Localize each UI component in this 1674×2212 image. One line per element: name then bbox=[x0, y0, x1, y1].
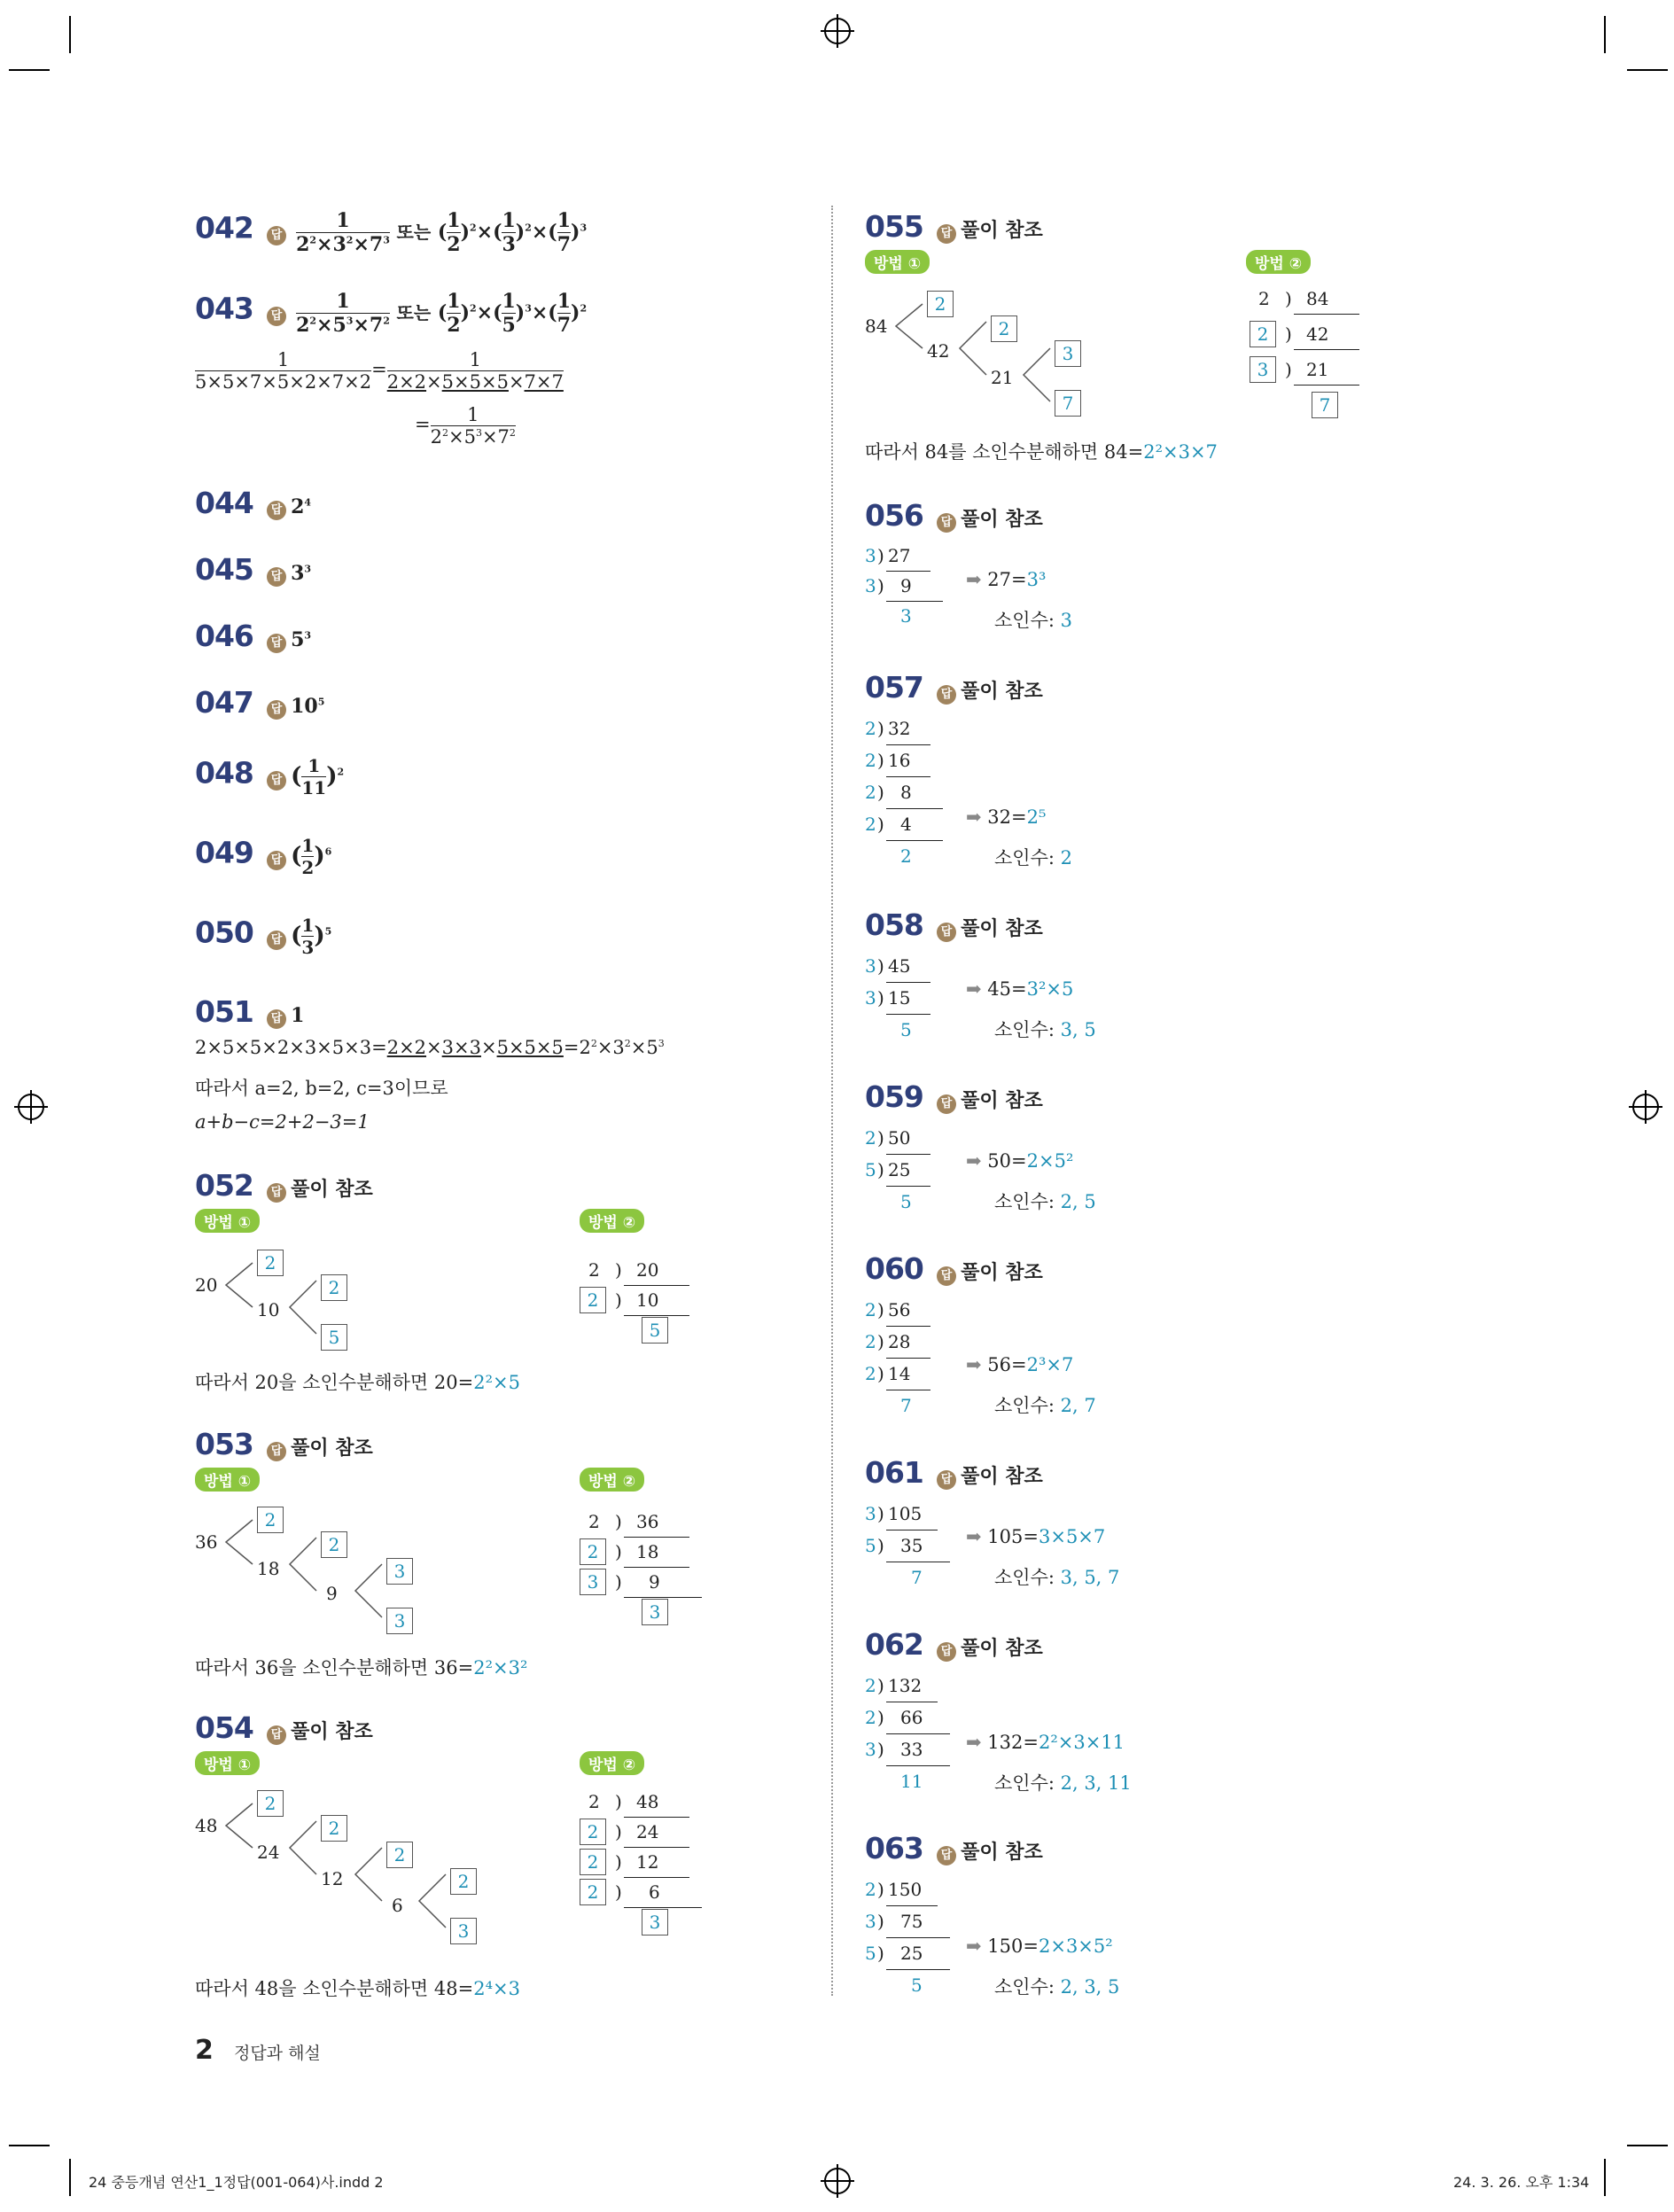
crop-mark bbox=[69, 16, 71, 53]
problem-number: 044 bbox=[195, 486, 253, 520]
see-solution-label: 풀이 참조 bbox=[961, 509, 1043, 531]
prime-box: 2 bbox=[321, 1815, 347, 1842]
problem-045 bbox=[195, 552, 311, 587]
result-value: 2²×3×11 bbox=[1038, 1732, 1125, 1753]
answer-badge-icon: 답 bbox=[267, 771, 286, 791]
result-eq: 45= bbox=[987, 978, 1027, 1000]
tree-branch bbox=[415, 1870, 450, 1932]
prime-box: 3 bbox=[386, 1608, 413, 1634]
answer-badge-icon: 답 bbox=[937, 513, 956, 533]
answer-badge-icon: 답 bbox=[937, 1470, 956, 1490]
primes-value: 3, 5 bbox=[1060, 1019, 1096, 1040]
result-value: 2×3×5² bbox=[1038, 1936, 1113, 1957]
prime-box: 2 bbox=[386, 1842, 413, 1868]
problem-060 bbox=[865, 1251, 1043, 1286]
tree-branch bbox=[351, 1560, 386, 1622]
registration-mark-icon bbox=[824, 18, 851, 44]
answer-badge-icon: 답 bbox=[267, 226, 286, 245]
problem-054 bbox=[195, 1710, 373, 1745]
division-ladder: 2 ) 50 5 ) 25 5 bbox=[865, 1122, 962, 1218]
answer-badge-icon: 답 bbox=[937, 224, 956, 244]
conclusion-052 bbox=[195, 1368, 520, 1395]
answer-badge-icon: 답 bbox=[937, 1266, 956, 1286]
answer-base: 3 bbox=[291, 562, 305, 585]
division-ladder: 2 ) 20 2 ) 10 5 bbox=[580, 1255, 686, 1345]
method-1-badge: 방법 ① bbox=[865, 250, 930, 274]
arrow-right-icon: ➡ bbox=[966, 1150, 982, 1172]
registration-mark-icon bbox=[18, 1094, 44, 1120]
prime-box: 2 bbox=[450, 1868, 477, 1895]
answer-badge-icon: 답 bbox=[937, 1094, 956, 1114]
crop-mark bbox=[1604, 2159, 1606, 2196]
primes-063 bbox=[994, 1973, 1119, 1999]
result-eq: 132= bbox=[987, 1732, 1039, 1753]
primes-label: 소인수: bbox=[994, 1772, 1061, 1794]
answer-badge-icon: 답 bbox=[267, 931, 286, 950]
answer-badge-icon: 답 bbox=[267, 567, 286, 587]
see-solution-label: 풀이 참조 bbox=[961, 681, 1043, 703]
primes-057 bbox=[994, 844, 1072, 870]
problem-number: 053 bbox=[195, 1427, 253, 1461]
tree-node: 42 bbox=[927, 340, 950, 362]
answer-badge-icon: 답 bbox=[267, 851, 286, 870]
primes-062 bbox=[994, 1769, 1132, 1795]
primes-value: 2, 3, 5 bbox=[1060, 1976, 1120, 1998]
division-ladder: 2 ) 150 3 ) 75 5 ) 25 5 bbox=[865, 1873, 962, 2001]
problem-number: 048 bbox=[195, 755, 253, 791]
conclusion-053 bbox=[195, 1654, 527, 1680]
division-ladder: 3 ) 27 3 ) 9 3 bbox=[865, 541, 962, 631]
crop-mark bbox=[69, 2159, 71, 2196]
answer-badge-icon: 답 bbox=[267, 501, 286, 520]
tree-branch bbox=[222, 1515, 257, 1569]
primes-058 bbox=[994, 1016, 1096, 1042]
answer-badge-icon: 답 bbox=[267, 700, 286, 720]
result-eq: 105= bbox=[987, 1526, 1039, 1547]
problem-number: 061 bbox=[865, 1455, 923, 1490]
primes-label: 소인수: bbox=[994, 1019, 1061, 1040]
prime-box: 3 bbox=[450, 1918, 477, 1944]
result-value: 3×5×7 bbox=[1038, 1526, 1106, 1547]
result-058 bbox=[966, 978, 1073, 1000]
tree-node: 24 bbox=[257, 1842, 280, 1863]
tree-node: 36 bbox=[195, 1531, 218, 1553]
problem-042 bbox=[195, 209, 587, 256]
result-value: 2×5² bbox=[1026, 1150, 1074, 1172]
derivation-043-result: = $\frac{1}{2^2\times 5^3\times 7^2}$ bbox=[415, 404, 516, 448]
primes-061 bbox=[994, 1563, 1119, 1590]
problem-number: 059 bbox=[865, 1079, 923, 1114]
prime-box: 2 bbox=[991, 315, 1017, 342]
see-solution-label: 풀이 참조 bbox=[961, 220, 1043, 242]
derivation-043: $\frac{1}{5\times 5\times 7\times 5\times 2\times 7\times 2}$ = $\frac{1}{2\times 2\times 5\times 5\times 5\times 7\times 7}$ bbox=[195, 349, 564, 393]
see-solution-label: 풀이 참조 bbox=[961, 1466, 1043, 1488]
crop-mark bbox=[9, 2145, 50, 2146]
problem-number: 056 bbox=[865, 498, 923, 533]
tree-branch bbox=[892, 300, 927, 353]
division-ladder: 2 ) 36 2 ) 18 3 ) 9 3 bbox=[580, 1507, 686, 1627]
problem-062 bbox=[865, 1627, 1043, 1662]
conclusion-result: 2²×3×7 bbox=[1143, 441, 1218, 463]
slug-file-name: 24 중등개념 연산1_1정답(001-064)사.indd 2 bbox=[89, 2174, 384, 2191]
method-1-badge: 방법 ① bbox=[195, 1751, 260, 1775]
primes-label: 소인수: bbox=[994, 610, 1061, 631]
problem-049 bbox=[195, 835, 331, 878]
primes-value: 3, 5, 7 bbox=[1060, 1567, 1120, 1588]
slug-timestamp: 24. 3. 26. 오후 1:34 bbox=[1453, 2174, 1590, 2191]
answer-exp: 4 bbox=[304, 496, 312, 509]
tree-branch bbox=[1019, 344, 1055, 406]
tree-node: 20 bbox=[195, 1274, 218, 1296]
primes-value: 2, 5 bbox=[1060, 1191, 1096, 1212]
page-label: 정답과 해설 bbox=[233, 2044, 321, 2063]
tree-node: 48 bbox=[195, 1815, 218, 1836]
prime-box: 3 bbox=[1055, 340, 1081, 367]
answer: 1 bbox=[291, 1004, 305, 1027]
tree-branch bbox=[351, 1843, 386, 1905]
answer: ( $\frac{1}{2}$ )$^6$ bbox=[291, 835, 332, 878]
prime-box: 2 bbox=[257, 1790, 284, 1817]
crop-mark bbox=[9, 69, 50, 71]
arrow-right-icon: ➡ bbox=[966, 806, 982, 828]
division-ladder: 2 ) 32 2 ) 16 2 ) 8 2 ) 4 2 bbox=[865, 713, 962, 872]
result-eq: 27= bbox=[987, 569, 1027, 590]
result-eq: 56= bbox=[987, 1354, 1027, 1375]
method-1-badge: 방법 ① bbox=[195, 1209, 260, 1233]
answer-base: 2 bbox=[291, 495, 305, 518]
primes-label: 소인수: bbox=[994, 1395, 1061, 1416]
arrow-right-icon: ➡ bbox=[966, 1354, 982, 1375]
tree-branch bbox=[222, 1799, 257, 1852]
conclusion-result: 2²×3² bbox=[473, 1657, 528, 1678]
primes-059 bbox=[994, 1188, 1096, 1214]
arrow-right-icon: ➡ bbox=[966, 569, 982, 590]
answer-exp: 3 bbox=[304, 563, 312, 575]
problem-number: 051 bbox=[195, 994, 253, 1029]
primes-value: 2, 7 bbox=[1060, 1395, 1096, 1416]
method-2-badge: 방법 ② bbox=[1246, 250, 1311, 274]
crop-mark bbox=[1627, 69, 1668, 71]
conclusion-text: 따라서 48을 소인수분해하면 48= bbox=[195, 1978, 474, 1999]
result-061 bbox=[966, 1526, 1105, 1547]
arrow-right-icon: ➡ bbox=[966, 1936, 982, 1957]
result-value: 2⁵ bbox=[1026, 806, 1047, 828]
problem-047 bbox=[195, 685, 324, 720]
column-divider bbox=[831, 206, 833, 1996]
problem-055 bbox=[865, 209, 1043, 244]
result-057 bbox=[966, 806, 1046, 828]
tree-node: 9 bbox=[326, 1583, 338, 1604]
or-text: 또는 bbox=[396, 221, 432, 243]
see-solution-label: 풀이 참조 bbox=[961, 1090, 1043, 1112]
arrow-right-icon: ➡ bbox=[966, 1526, 982, 1547]
tree-node: 21 bbox=[991, 367, 1014, 388]
problem-052 bbox=[195, 1168, 373, 1203]
result-value: 2³×7 bbox=[1026, 1354, 1074, 1375]
answer bbox=[291, 628, 311, 651]
method-2-badge: 방법 ② bbox=[580, 1209, 644, 1233]
answer-badge-icon: 답 bbox=[267, 1442, 286, 1461]
problem-057 bbox=[865, 670, 1043, 705]
tree-node: 84 bbox=[865, 315, 888, 337]
arrow-right-icon: ➡ bbox=[966, 1732, 982, 1753]
division-ladder: 2 ) 84 2 ) 42 3 ) 21 7 bbox=[1250, 284, 1356, 420]
result-060 bbox=[966, 1354, 1073, 1375]
see-solution-label: 풀이 참조 bbox=[961, 1262, 1043, 1284]
problem-number: 042 bbox=[195, 210, 253, 245]
tree-node: 12 bbox=[321, 1868, 344, 1889]
prime-box: 5 bbox=[321, 1324, 347, 1351]
result-056 bbox=[966, 569, 1046, 590]
problem-number: 047 bbox=[195, 685, 253, 720]
answer-badge-icon: 답 bbox=[267, 1009, 286, 1029]
conclusion-result: 2⁴×3 bbox=[473, 1978, 520, 1999]
tree-branch bbox=[285, 1276, 321, 1338]
problem-number: 049 bbox=[195, 835, 253, 870]
see-solution-label: 풀이 참조 bbox=[961, 1638, 1043, 1660]
derivation-051: $2\times 5\times 5\times 2\times 3\times 5\times 3=2\times 2\times 3\times 3\times 5\times 5\times 5=2^2\times 3^2\times 5^3$ bbox=[195, 1037, 665, 1058]
problem-number: 058 bbox=[865, 907, 923, 942]
division-ladder: 2 ) 132 2 ) 66 3 ) 33 11 bbox=[865, 1670, 962, 1797]
derivation-051-line3: a+b−c=2+2−3=1 bbox=[195, 1111, 370, 1133]
result-value: 3²×5 bbox=[1026, 978, 1074, 1000]
problem-number: 063 bbox=[865, 1831, 923, 1865]
registration-mark-icon bbox=[1632, 1094, 1659, 1120]
primes-060 bbox=[994, 1391, 1096, 1418]
answer-base: 5 bbox=[291, 628, 305, 651]
page-number: 2 bbox=[195, 2035, 214, 2066]
tree-branch bbox=[222, 1258, 257, 1312]
result-eq: 32= bbox=[987, 806, 1027, 828]
primes-value: 3 bbox=[1060, 610, 1072, 631]
tree-branch bbox=[955, 317, 991, 379]
see-solution-label: 풀이 참조 bbox=[961, 1842, 1043, 1864]
primes-label: 소인수: bbox=[994, 1976, 1061, 1998]
page-footer bbox=[195, 2035, 321, 2066]
derivation-051-line2: 따라서 a=2, b=2, c=3이므로 bbox=[195, 1078, 448, 1099]
primes-value: 2 bbox=[1060, 847, 1072, 868]
problem-044 bbox=[195, 486, 311, 520]
answer bbox=[291, 495, 311, 518]
tree-node: 18 bbox=[257, 1558, 280, 1579]
method-2-badge: 방법 ② bbox=[580, 1468, 644, 1492]
tree-branch bbox=[285, 1817, 321, 1879]
conclusion-055 bbox=[865, 438, 1218, 464]
primes-label: 소인수: bbox=[994, 847, 1061, 868]
problem-number: 062 bbox=[865, 1627, 923, 1662]
problem-051 bbox=[195, 994, 304, 1029]
result-059 bbox=[966, 1150, 1073, 1172]
answer-exp: 3 bbox=[304, 629, 312, 642]
method-2-badge: 방법 ② bbox=[580, 1751, 644, 1775]
crop-mark bbox=[1604, 16, 1606, 53]
problem-number: 054 bbox=[195, 1710, 253, 1745]
tree-node: 6 bbox=[392, 1895, 403, 1916]
result-eq: 150= bbox=[987, 1936, 1039, 1957]
conclusion-text: 따라서 84를 소인수분해하면 84= bbox=[865, 441, 1144, 463]
problem-number: 057 bbox=[865, 670, 923, 705]
prime-box: 7 bbox=[1055, 390, 1081, 417]
problem-053 bbox=[195, 1427, 373, 1461]
problem-059 bbox=[865, 1079, 1043, 1114]
primes-value: 2, 3, 11 bbox=[1060, 1772, 1132, 1794]
conclusion-text: 따라서 36을 소인수분해하면 36= bbox=[195, 1657, 474, 1678]
prime-box: 2 bbox=[321, 1531, 347, 1558]
answer: ( $\frac{1}{3}$ )$^5$ bbox=[291, 915, 332, 958]
result-eq: 50= bbox=[987, 1150, 1027, 1172]
see-solution-label: 풀이 참조 bbox=[961, 918, 1043, 940]
crop-mark bbox=[1627, 2145, 1668, 2146]
conclusion-result: 2²×5 bbox=[473, 1372, 520, 1393]
result-062 bbox=[966, 1732, 1125, 1753]
problem-number: 055 bbox=[865, 209, 923, 244]
answer-exp: 5 bbox=[317, 696, 325, 708]
division-ladder: 2 ) 48 2 ) 24 2 ) 12 2 ) 6 3 bbox=[580, 1787, 686, 1937]
prime-box: 2 bbox=[927, 291, 954, 317]
result-063 bbox=[966, 1936, 1113, 1957]
prime-box: 3 bbox=[386, 1558, 413, 1585]
problem-number: 060 bbox=[865, 1251, 923, 1286]
problem-number: 043 bbox=[195, 291, 253, 326]
answer-badge-icon: 답 bbox=[937, 1846, 956, 1865]
tree-node: 10 bbox=[257, 1299, 280, 1320]
problem-061 bbox=[865, 1455, 1043, 1490]
problem-048 bbox=[195, 755, 344, 798]
tree-branch bbox=[285, 1533, 321, 1595]
answer-badge-icon: 답 bbox=[937, 923, 956, 942]
see-solution-label: 풀이 참조 bbox=[291, 1721, 373, 1743]
result-value: 3³ bbox=[1026, 569, 1047, 590]
answer-badge-icon: 답 bbox=[267, 307, 286, 326]
prime-box: 2 bbox=[257, 1250, 284, 1276]
answer bbox=[291, 562, 311, 585]
problem-number: 050 bbox=[195, 915, 253, 950]
method-1-badge: 방법 ① bbox=[195, 1468, 260, 1492]
answer-base: 10 bbox=[291, 695, 318, 718]
problem-058 bbox=[865, 907, 1043, 942]
see-solution-label: 풀이 참조 bbox=[291, 1437, 373, 1460]
primes-label: 소인수: bbox=[994, 1191, 1061, 1212]
division-ladder: 3 ) 45 3 ) 15 5 bbox=[865, 950, 962, 1046]
answer bbox=[291, 695, 324, 718]
conclusion-text: 따라서 20을 소인수분해하면 20= bbox=[195, 1372, 474, 1393]
answer-badge-icon: 답 bbox=[267, 634, 286, 653]
problem-number: 052 bbox=[195, 1168, 253, 1203]
division-ladder: 3 ) 105 5 ) 35 7 bbox=[865, 1498, 962, 1593]
answer-badge-icon: 답 bbox=[267, 1183, 286, 1203]
prime-box: 2 bbox=[257, 1507, 284, 1533]
problem-050 bbox=[195, 915, 331, 958]
primes-056 bbox=[994, 606, 1072, 633]
problem-number: 045 bbox=[195, 552, 253, 587]
problem-046 bbox=[195, 619, 311, 653]
answer: ( $\frac{1}{11}$ )$^2$ bbox=[291, 755, 345, 798]
problem-043 bbox=[195, 290, 587, 337]
problem-056 bbox=[865, 498, 1043, 533]
problem-number: 046 bbox=[195, 619, 253, 653]
answer-badge-icon: 답 bbox=[937, 1642, 956, 1662]
see-solution-label: 풀이 참조 bbox=[291, 1179, 373, 1201]
answer: $\frac{1}{2^2\times 5^3\times 7^2}$ 또는 ( $\frac{1}{2}$ )$^2$×( $\frac{1}{5}$ )$^3$×( $\frac{1}{7}$ )$^2$ bbox=[296, 290, 588, 337]
answer-badge-icon: 답 bbox=[937, 685, 956, 705]
prime-box: 2 bbox=[321, 1274, 347, 1301]
answer-badge-icon: 답 bbox=[267, 1725, 286, 1745]
registration-mark-icon bbox=[824, 2168, 851, 2194]
problem-063 bbox=[865, 1831, 1043, 1865]
conclusion-054 bbox=[195, 1974, 520, 2001]
or-text: 또는 bbox=[396, 301, 432, 323]
arrow-right-icon: ➡ bbox=[966, 978, 982, 1000]
division-ladder: 2 ) 56 2 ) 28 2 ) 14 7 bbox=[865, 1294, 962, 1421]
primes-label: 소인수: bbox=[994, 1567, 1061, 1588]
answer: $\frac{1}{2^2\times 3^2\times 7^3}$ 또는 ( $\frac{1}{2}$ )$^2$×( $\frac{1}{3}$ )$^2$×( $\frac{1}{7}$ )$^3$ bbox=[296, 209, 588, 256]
